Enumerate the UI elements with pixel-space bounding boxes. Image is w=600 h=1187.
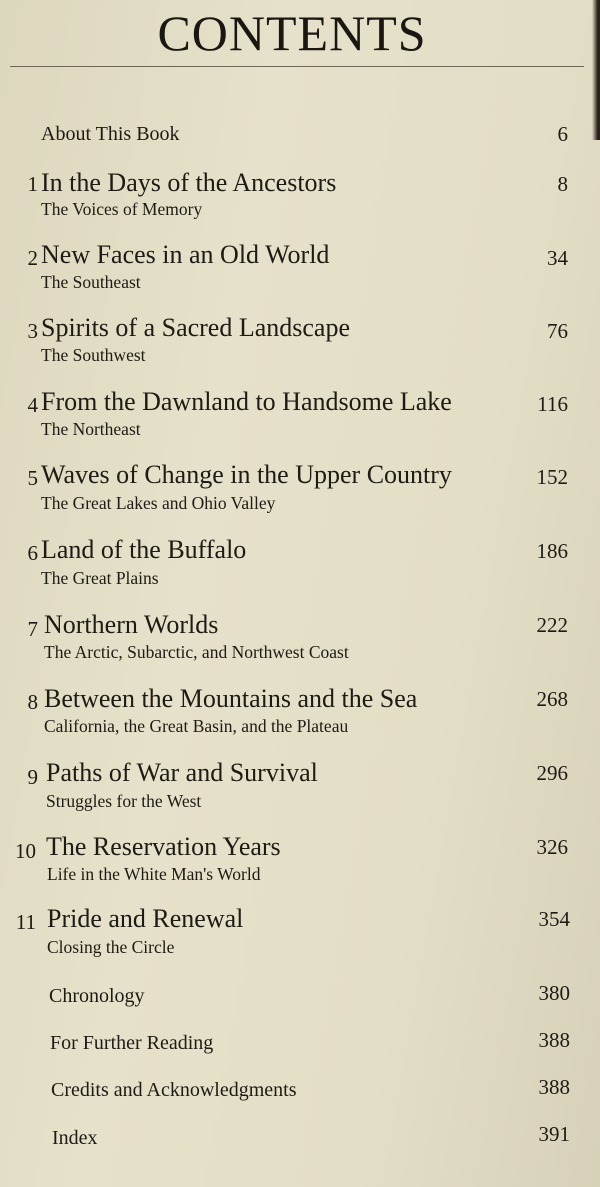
- entry-label: For Further Reading: [50, 1032, 214, 1054]
- entry-label: About This Book: [41, 123, 180, 145]
- chapter-title: Paths of War and Survival: [46, 758, 318, 787]
- chapter-subtitle: The Northeast: [41, 419, 141, 439]
- chapter-number: 11: [15, 910, 36, 934]
- chapter-subtitle: Struggles for the West: [46, 791, 202, 811]
- page-edge-shadow: [592, 0, 600, 140]
- chapter-subtitle: The Voices of Memory: [41, 199, 203, 219]
- chapter-subtitle: The Great Lakes and Ohio Valley: [41, 493, 276, 513]
- chapter-number: 8: [27, 690, 38, 714]
- chapter-page-number: 326: [536, 835, 568, 859]
- page-title: CONTENTS: [157, 5, 427, 61]
- chapter-page-number: 222: [536, 613, 568, 637]
- chapter-number: 5: [27, 466, 38, 490]
- entry-label: Chronology: [49, 985, 145, 1007]
- chapter-subtitle: Life in the White Man's World: [47, 864, 261, 884]
- chapter-page-number: 116: [537, 392, 568, 416]
- chapter-number: 4: [27, 393, 38, 417]
- chapter-subtitle: California, the Great Basin, and the Plateau: [44, 716, 349, 736]
- chapter-title: Northern Worlds: [44, 610, 219, 639]
- chapter-page-number: 76: [547, 319, 568, 343]
- chapter-subtitle: The Arctic, Subarctic, and Northwest Coast: [44, 642, 349, 662]
- chapter-number: 3: [27, 319, 38, 343]
- chapter-page-number: 186: [536, 539, 568, 563]
- chapter-number: 1: [27, 172, 38, 196]
- chapter-title: In the Days of the Ancestors: [41, 168, 337, 197]
- entry-label: Index: [52, 1127, 98, 1149]
- entry-page-number: 388: [538, 1028, 570, 1052]
- chapter-subtitle: The Great Plains: [41, 568, 159, 588]
- entry-page-number: 388: [538, 1075, 570, 1099]
- entry-label: Credits and Acknowledgments: [51, 1079, 297, 1101]
- entry-page-number: 391: [538, 1122, 570, 1146]
- chapter-number: 2: [27, 246, 38, 270]
- chapter-subtitle: Closing the Circle: [47, 937, 175, 957]
- chapter-subtitle: The Southwest: [41, 345, 146, 365]
- chapter-number: 9: [27, 765, 38, 789]
- chapter-number: 6: [27, 541, 38, 565]
- title-rule: [10, 66, 584, 67]
- chapter-page-number: 354: [538, 907, 570, 931]
- chapter-title: Land of the Buffalo: [41, 535, 247, 564]
- chapter-page-number: 8: [557, 172, 568, 196]
- chapter-title: Waves of Change in the Upper Country: [41, 460, 452, 489]
- chapter-title: New Faces in an Old World: [41, 240, 330, 269]
- chapter-title: From the Dawnland to Handsome Lake: [41, 387, 452, 416]
- entry-page-number: 6: [557, 122, 568, 146]
- chapter-number: 7: [27, 617, 38, 641]
- chapter-title: Between the Mountains and the Sea: [44, 684, 418, 713]
- chapter-page-number: 152: [536, 465, 568, 489]
- entry-page-number: 380: [538, 981, 570, 1005]
- chapter-page-number: 268: [536, 687, 568, 711]
- chapter-subtitle: The Southeast: [41, 272, 141, 292]
- chapter-number: 10: [15, 839, 36, 863]
- chapter-page-number: 34: [547, 246, 568, 270]
- chapter-title: Pride and Renewal: [47, 904, 244, 933]
- chapter-title: The Reservation Years: [46, 832, 281, 861]
- chapter-title: Spirits of a Sacred Landscape: [41, 313, 351, 342]
- chapter-page-number: 296: [536, 761, 568, 785]
